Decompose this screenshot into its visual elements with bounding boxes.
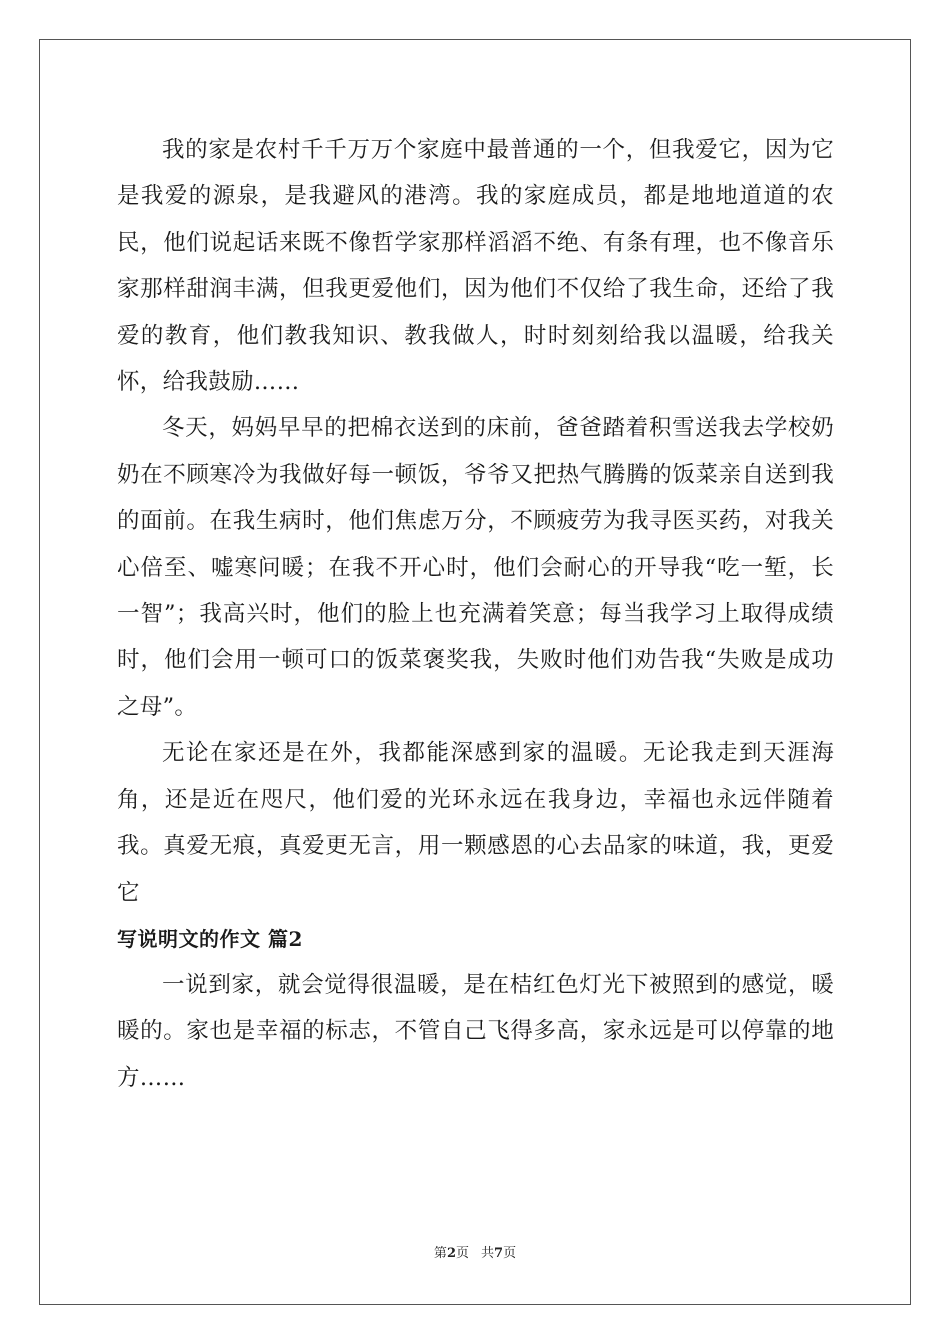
page-number: 第2页	[433, 1246, 469, 1261]
page-footer	[0, 1245, 950, 1263]
section-heading: 写说明文的作文 篇2	[117, 926, 303, 951]
paragraph-4: 一说到家，就会觉得很温暖，是在桔红色灯光下被照到的感觉，暖暖的。家也是幸福的标志，不管自己飞得多高，家永远是可以停靠的地方……	[117, 971, 834, 1091]
paragraph-1: 我的家是农村千千万万个家庭中最普通的一个，但我爱它，因为它是我爱的源泉，是我避风的港湾。我的家庭成员，都是地地道道的农民，他们说起话来既不像哲学家那样滔滔不绝、有条有理，也不像音乐家那样甜润丰满，但我更爱他们，因为他们不仅给了我生命，还给了我爱的教育，他们教我知识、教我做人，时时刻刻给我以温暖，给我关怀，给我鼓励……	[117, 137, 834, 396]
document-body	[117, 127, 834, 1101]
paragraph-3: 无论在家还是在外，我都能深感到家的温暖。无论我走到天涯海角，还是近在咫尺，他们爱的光环永远在我身边，幸福也永远伴随着我。真爱无痕，真爱更无言，用一颗感恩的心去品家的味道，我，更爱它	[117, 740, 834, 906]
paragraph-2: 冬天，妈妈早早的把棉衣送到的床前，爸爸踏着积雪送我去学校奶奶在不顾寒冷为我做好每一顿饭，爷爷又把热气腾腾的饭菜亲自送到我的面前。在我生病时，他们焦虑万分，不顾疲劳为我寻医买药，对我关心倍至、嘘寒问暖；在我不开心时，他们会耐心的开导我“吃一堑，长一智”；我高兴时，他们的脸上也充满着笑意；每当我学习上取得成绩时，他们会用一顿可口的饭菜褒奖我，失败时他们劝告我“失败是成功之母”。	[117, 415, 834, 720]
page-total: 共7页	[481, 1246, 517, 1261]
